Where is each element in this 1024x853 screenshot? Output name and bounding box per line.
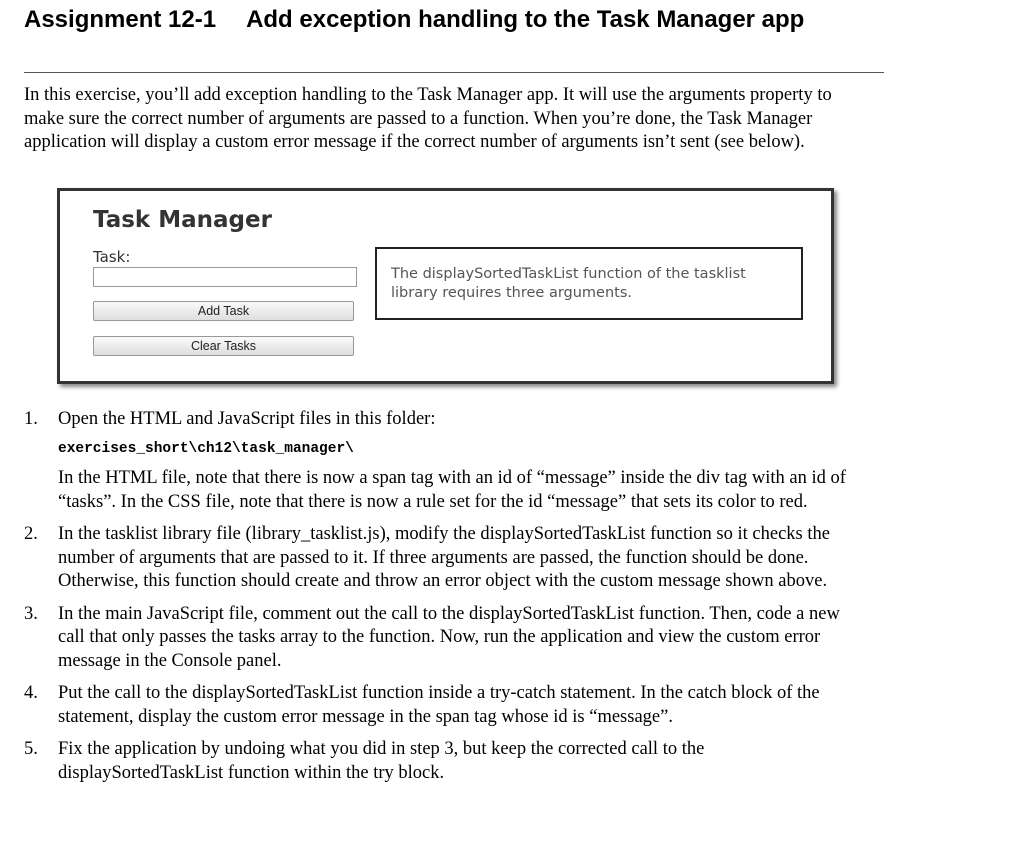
steps-list bbox=[24, 408, 864, 794]
step-4 bbox=[24, 682, 864, 729]
assignment-number: Assignment 12-1 bbox=[24, 6, 217, 33]
app-title: Task Manager bbox=[93, 207, 272, 233]
folder-path: exercises_short\ch12\task_manager\ bbox=[58, 440, 354, 457]
step-note: In the HTML file, note that there is now a span tag with an id of “message” inside the div tag with an id of “tasks”. In the CSS file, note that there is now a rule set for the id “message” that sets its color to red. bbox=[58, 468, 846, 512]
intro-paragraph: In this exercise, you’ll add exception handling to the Task Manager app. It will use the arguments property to make sure the correct number of arguments are passed to a function. When you’re done, the Task Manager application will display a custom error message if the correct number of arguments isn’t sent (see below). bbox=[24, 85, 832, 152]
step-text: Open the HTML and JavaScript files in this folder: bbox=[58, 409, 436, 429]
task-label: Task: bbox=[93, 248, 131, 266]
step-number: 3. bbox=[24, 603, 38, 624]
clear-tasks-button[interactable]: Clear Tasks bbox=[93, 336, 354, 356]
step-text: In the tasklist library file (library_tasklist.js), modify the displaySortedTaskList function so it checks the number of arguments that are passed to it. If three arguments are passed, the function should be done. Otherwise, this function should create and throw an error object with the custom message shown above. bbox=[58, 524, 830, 591]
step-3 bbox=[24, 603, 864, 674]
task-input[interactable] bbox=[93, 267, 357, 287]
step-1 bbox=[24, 408, 864, 514]
step-text: Put the call to the displaySortedTaskList function inside a try-catch statement. In the catch block of the statement, display the custom error message in the span tag whose id is “message”. bbox=[58, 683, 820, 727]
task-manager-screenshot bbox=[57, 188, 834, 384]
step-number: 5. bbox=[24, 739, 38, 759]
step-text: In the main JavaScript file, comment out the call to the displaySortedTaskList function. Then, code a new call that only passes the tasks array to the function. Now, run the application and view the custom error message in the Console panel. bbox=[58, 603, 840, 671]
heading-divider bbox=[24, 72, 884, 73]
step-2 bbox=[24, 523, 864, 594]
assignment-title: Add exception handling to the Task Manager app bbox=[246, 6, 805, 33]
step-number: 4. bbox=[24, 683, 38, 703]
assignment-heading bbox=[24, 2, 884, 38]
add-task-button[interactable]: Add Task bbox=[93, 301, 354, 321]
step-text: Fix the application by undoing what you did in step 3, but keep the corrected call to the displaySortedTaskList function within the try block. bbox=[58, 739, 705, 783]
step-5 bbox=[24, 738, 864, 785]
step-number: 1. bbox=[24, 409, 38, 429]
error-message-box: The displaySortedTaskList function of the tasklist library requires three arguments. bbox=[375, 247, 803, 320]
step-number: 2. bbox=[24, 524, 38, 544]
